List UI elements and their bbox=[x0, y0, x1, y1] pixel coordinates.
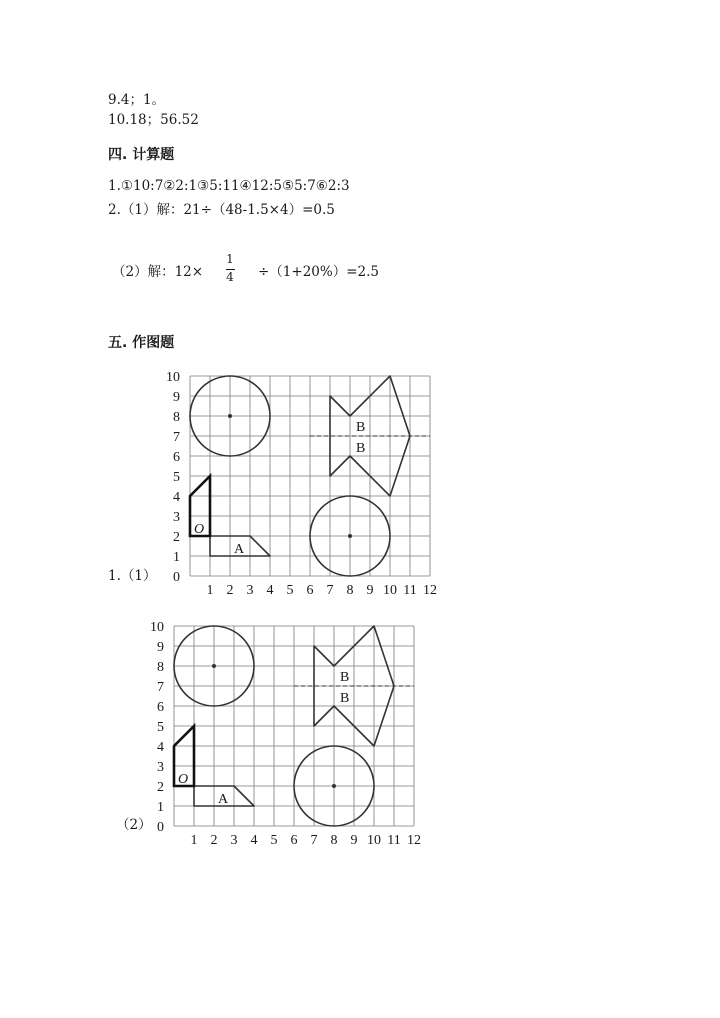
y-tick-label: 7 bbox=[157, 680, 164, 695]
y-tick-label: 0 bbox=[173, 570, 180, 585]
x-tick-label: 12 bbox=[407, 833, 421, 848]
y-tick-label: 7 bbox=[173, 430, 180, 445]
x-tick-label: 1 bbox=[206, 583, 214, 598]
x-tick-label: 2 bbox=[226, 583, 234, 598]
y-tick-label: 9 bbox=[157, 640, 164, 655]
drawing-label-2: （2） bbox=[116, 817, 152, 833]
x-tick-label: 6 bbox=[306, 583, 314, 598]
answer-line-9: 9.4；1。 bbox=[108, 92, 166, 108]
x-tick-label: 1 bbox=[190, 833, 198, 848]
fraction-denominator: 4 bbox=[226, 270, 234, 284]
x-tick-label: 4 bbox=[250, 833, 258, 848]
x-tick-label: 4 bbox=[266, 583, 274, 598]
calc-answer-1: 1.①10:7②2:1③5:11④12:5⑤5:7⑥2:3 bbox=[108, 178, 350, 194]
y-tick-label: 9 bbox=[173, 390, 180, 405]
x-tick-label: 7 bbox=[326, 583, 334, 598]
y-tick-label: 4 bbox=[173, 490, 180, 505]
x-tick-label: 3 bbox=[246, 583, 254, 598]
circle-center-dot bbox=[212, 664, 216, 668]
y-tick-label: 3 bbox=[157, 760, 164, 775]
x-tick-label: 9 bbox=[366, 583, 374, 598]
x-tick-label: 12 bbox=[423, 583, 437, 598]
y-tick-label: 6 bbox=[173, 450, 180, 465]
y-tick-label: 1 bbox=[173, 550, 180, 565]
y-tick-label: 0 bbox=[157, 820, 164, 835]
y-tick-label: 5 bbox=[157, 720, 164, 735]
calc-2-2-suffix: ÷（1+20%）=2.5 bbox=[258, 264, 379, 280]
shape-a-label: A bbox=[234, 542, 245, 557]
answer-line-10: 10.18；56.52 bbox=[108, 112, 199, 128]
calc-answer-2-1: 2.（1）解：21÷（48-1.5×4）=0.5 bbox=[108, 202, 335, 218]
point-o-label: O bbox=[178, 772, 189, 787]
y-tick-label: 8 bbox=[157, 660, 164, 675]
y-tick-label: 6 bbox=[157, 700, 164, 715]
shape-b-label-bottom: B bbox=[356, 441, 366, 456]
x-tick-label: 8 bbox=[346, 583, 354, 598]
x-tick-label: 5 bbox=[286, 583, 294, 598]
calc-2-2-prefix: （2）解：12× bbox=[112, 264, 204, 280]
section-5-heading: 五. 作图题 bbox=[108, 335, 175, 351]
circle-center-dot bbox=[332, 784, 336, 788]
y-tick-label: 1 bbox=[157, 800, 164, 815]
circle-center-dot bbox=[348, 534, 352, 538]
x-tick-label: 3 bbox=[230, 833, 238, 848]
x-tick-label: 10 bbox=[367, 833, 381, 848]
x-tick-label: 11 bbox=[387, 833, 401, 848]
x-tick-label: 5 bbox=[270, 833, 278, 848]
grid-figure-1 bbox=[150, 368, 450, 598]
shape-b-label-bottom: B bbox=[340, 691, 350, 706]
point-o-label: O bbox=[194, 522, 205, 537]
circle-center-dot bbox=[228, 414, 232, 418]
x-tick-label: 10 bbox=[383, 583, 397, 598]
y-tick-label: 10 bbox=[166, 370, 180, 385]
shape-b-label-top: B bbox=[340, 670, 350, 685]
section-4-heading: 四. 计算题 bbox=[108, 147, 175, 163]
shape-b-label-top: B bbox=[356, 420, 366, 435]
y-tick-label: 8 bbox=[173, 410, 180, 425]
y-tick-label: 3 bbox=[173, 510, 180, 525]
fraction-numerator: 1 bbox=[226, 252, 234, 266]
x-tick-label: 11 bbox=[403, 583, 417, 598]
shape-a-label: A bbox=[218, 792, 229, 807]
y-tick-label: 2 bbox=[173, 530, 180, 545]
x-tick-label: 6 bbox=[290, 833, 298, 848]
x-tick-label: 7 bbox=[310, 833, 318, 848]
drawing-label-1: 1.（1） bbox=[108, 568, 157, 584]
y-tick-label: 10 bbox=[150, 620, 164, 635]
y-tick-label: 2 bbox=[157, 780, 164, 795]
y-tick-label: 4 bbox=[157, 740, 164, 755]
grid-figure-2 bbox=[134, 618, 434, 848]
y-tick-label: 5 bbox=[173, 470, 180, 485]
x-tick-label: 8 bbox=[330, 833, 338, 848]
x-tick-label: 2 bbox=[210, 833, 218, 848]
x-tick-label: 9 bbox=[350, 833, 358, 848]
